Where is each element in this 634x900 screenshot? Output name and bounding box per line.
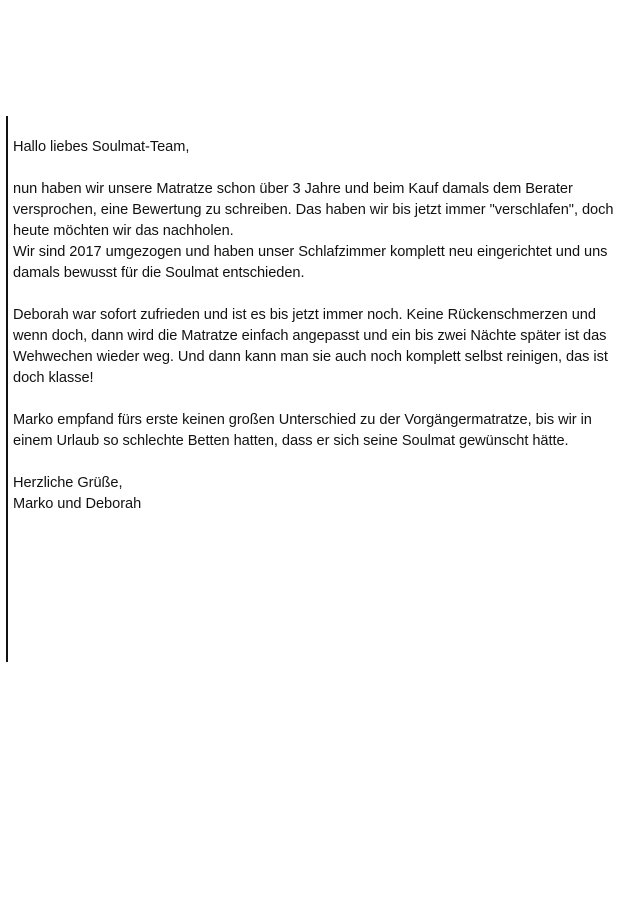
blockquote-bar <box>6 116 8 662</box>
text-line: doch klasse! <box>13 370 94 386</box>
greeting-text: Hallo liebes Soulmat-Team, <box>13 139 190 155</box>
signature-text: Marko und Deborah <box>13 496 142 512</box>
text-line: damals bewusst für die Soulmat entschieden. <box>13 265 305 281</box>
text-line: Marko empfand fürs erste keinen großen Unterschied zu der Vorgängermatratze, bis wir in <box>13 412 592 428</box>
paragraph-marko <box>13 410 625 452</box>
text-line: einem Urlaub so schlechte Betten hatten, dass er sich seine Soulmat gewünscht hätte. <box>13 433 569 449</box>
paragraph-deborah <box>13 305 625 389</box>
paragraph-purchase <box>13 179 625 284</box>
sign-off <box>13 473 625 515</box>
text-line: Deborah war sofort zufrieden und ist es bis jetzt immer noch. Keine Rückenschmerzen und <box>13 307 596 323</box>
greeting <box>13 137 625 158</box>
text-line: wenn doch, dann wird die Matratze einfach angepasst und ein bis zwei Nächte später ist das <box>13 328 607 344</box>
text-line: versprochen, eine Bewertung zu schreiben. Das haben wir bis jetzt immer "verschlafen", doch <box>13 202 614 218</box>
letter-body <box>13 137 625 515</box>
closing-text: Herzliche Grüße, <box>13 475 123 491</box>
text-line: Wehwechen wieder weg. Und dann kann man sie auch noch komplett selbst reinigen, das ist <box>13 349 608 365</box>
text-line: heute möchten wir das nachholen. <box>13 223 234 239</box>
text-line: nun haben wir unsere Matratze schon über 3 Jahre und beim Kauf damals dem Berater <box>13 181 573 197</box>
text-line: Wir sind 2017 umgezogen und haben unser Schlafzimmer komplett neu eingerichtet und uns <box>13 244 608 260</box>
